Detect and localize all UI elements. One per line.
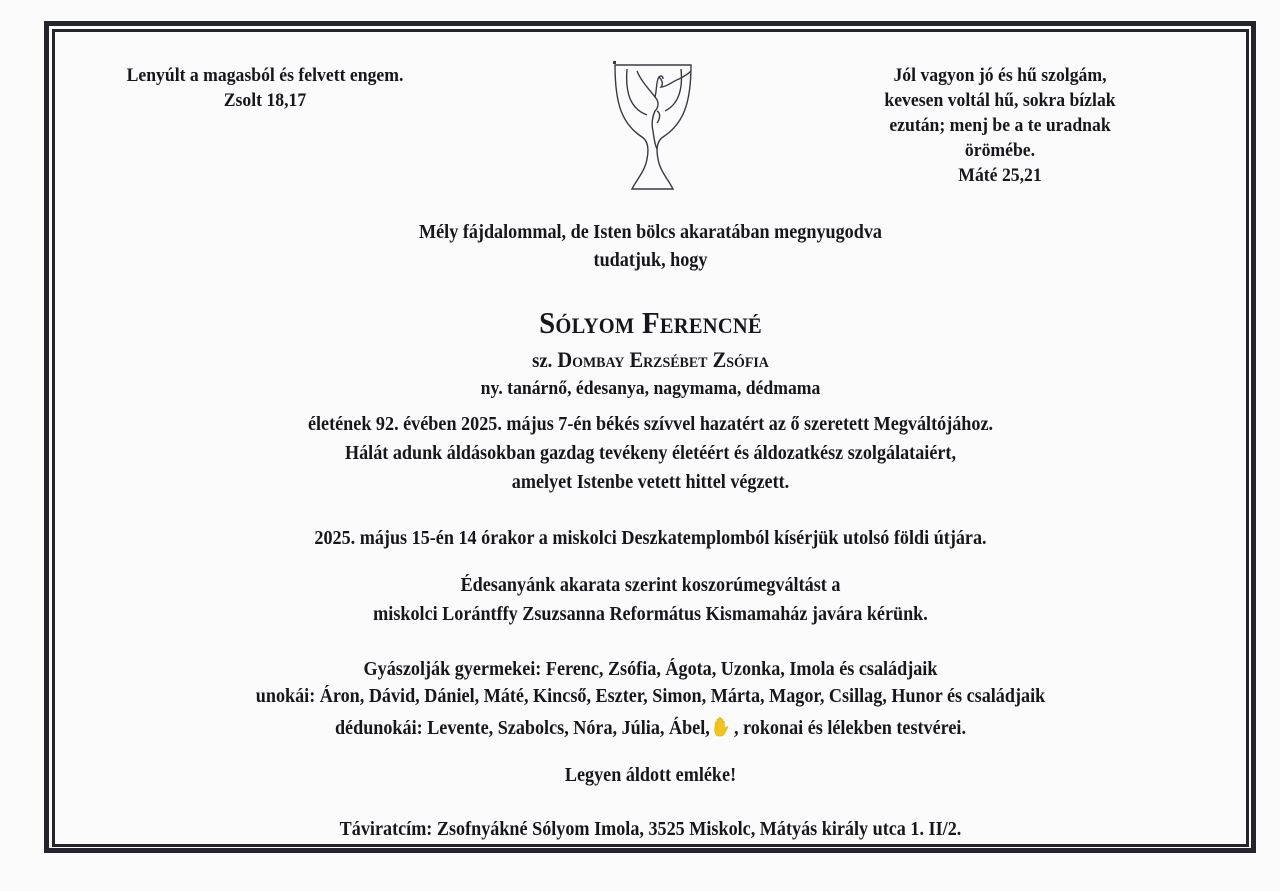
motto-right-line: Jól vagyon jó és hű szolgám, [893, 65, 1107, 86]
maiden-prefix: sz. [532, 350, 553, 372]
announcement-line-3: amelyet Istenbe vetett hittel végzett. [511, 472, 790, 493]
blessing: Legyen áldott emléke! [564, 765, 737, 786]
motto-right-reference: Máté 25,21 [958, 165, 1042, 186]
intro-line-2: tudatjuk, hogy [593, 250, 708, 271]
motto-right-line: kevesen voltál hű, sokra bízlak [884, 90, 1116, 111]
donation-line-1: Édesanyánk akarata szerint koszorúmegváltást a [460, 575, 841, 596]
motto-left-quote: Lenyúlt a magasból és felvett engem. [126, 65, 404, 86]
deceased-name: Sólyom Ferencné [539, 305, 762, 340]
announcement-line-1: életének 92. évében 2025. május 7-én békés szívvel hazatért az ő szeretett Megváltójához. [307, 414, 994, 435]
intro-line-1: Mély fájdalommal, de Isten bölcs akaratában megnyugodva [419, 222, 882, 243]
motto-right-line: ezután; menj be a te uradnak [889, 115, 1111, 136]
motto-right [842, 63, 1158, 188]
maiden-name: Dombay Erzsébet Zsófia [557, 347, 769, 372]
obituary-card [55, 32, 1246, 844]
chalice-with-figure-icon [613, 59, 693, 194]
mourners-grandchildren: unokái: Áron, Dávid, Dániel, Máté, Kincső, Eszter, Simon, Márta, Magor, Csillag, Hunor és családjaik [255, 686, 1046, 707]
announcement-line-2: Hálát adunk áldásokban gazdag tevékeny életéért és áldozatkész szolgálataiért, [344, 443, 957, 464]
motto-right-line: örömébe. [964, 140, 1036, 161]
mourners-children: Gyászolják gyermekei: Ferenc, Zsófia, Ágota, Uzonka, Imola és családjaik [363, 659, 938, 680]
deceased-roles: ny. tanárnő, édesanya, nagymama, dédmama [480, 378, 821, 399]
donation-line-2: miskolci Lorántffy Zsuzsanna Református Kismamaház javára kérünk. [373, 604, 928, 625]
raised-hand-emoji-icon [713, 716, 732, 738]
mourners-great-grandchildren [97, 716, 1205, 741]
motto-left [107, 63, 423, 113]
great-grandchildren-text-end: , rokonai és lélekben testvérei. [733, 718, 967, 739]
maiden-name-line [97, 347, 1205, 374]
motto-left-reference: Zsolt 18,17 [223, 90, 307, 111]
telegram-address: Táviratcím: Zsofnyákné Sólyom Imola, 3525 Miskolc, Mátyás király utca 1. II/2. [339, 819, 962, 840]
great-grandchildren-text: dédunokái: Levente, Szabolcs, Nóra, Júlia, Ábel, [334, 718, 710, 739]
funeral-details: 2025. május 15-én 14 órakor a miskolci Deszkatemplomból kísérjük utolsó földi útjára. [314, 528, 987, 549]
